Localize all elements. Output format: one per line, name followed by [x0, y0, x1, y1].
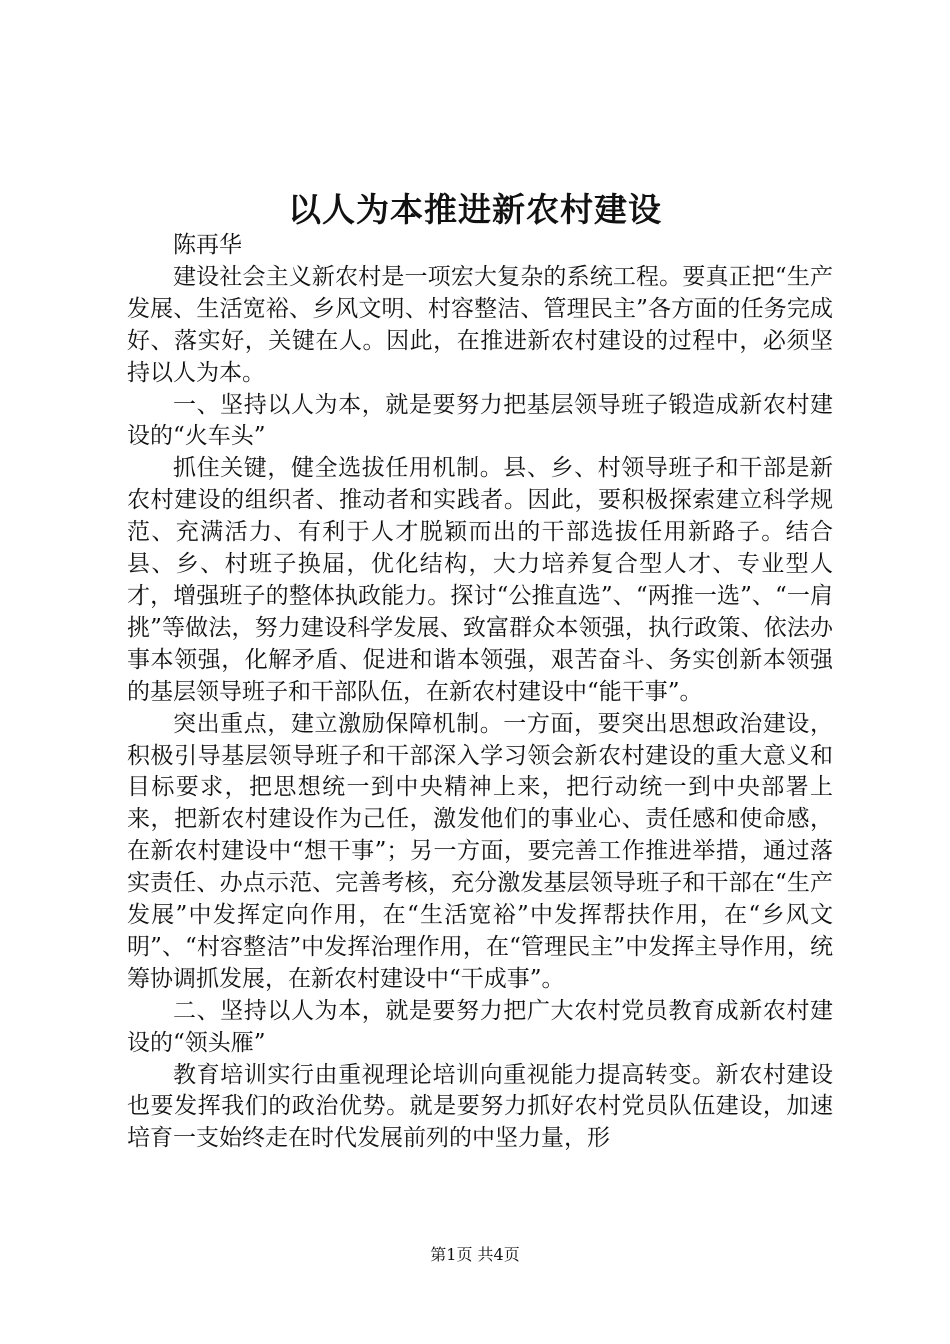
document-body [127, 230, 833, 1155]
author-line: 陈再华 [173, 232, 242, 258]
section-heading-2: 二、坚持以人为本，就是要努力把广大农村党员教育成新农村建设的“领头雁” [127, 997, 833, 1056]
paragraph-intro: 建设社会主义新农村是一项宏大复杂的系统工程。要真正把“生产发展、生活宽裕、乡风文明、村容整洁、管理民主”各方面的任务完成好、落实好，关键在人。因此，在推进新农村建设的过程中，必须坚持以人为本。 [127, 263, 833, 386]
document-title: 以人为本推进新农村建设 [288, 190, 662, 229]
page-footer: 第1页 共4页 [430, 1245, 520, 1264]
paragraph-selection-mechanism: 抓住关键，健全选拔任用机制。县、乡、村领导班子和干部是新农村建设的组织者、推动者和实践者。因此，要积极探索建立科学规范、充满活力、有利于人才脱颖而出的干部选拔任用新路子。结合县、乡、村班子换届，优化结构，大力培养复合型人才、专业型人才，增强班子的整体执政能力。探讨“公推直选”、“两推一选”、“一肩挑”等做法，努力建设科学发展、致富群众本领强，执行政策、依法办事本领强，化解矛盾、促进和谐本领强，艰苦奋斗、务实创新本领强的基层领导班子和干部队伍，在新农村建设中“能干事”。 [127, 455, 833, 705]
paragraph-incentive-mechanism: 突出重点，建立激励保障机制。一方面，要突出思想政治建设，积极引导基层领导班子和干部深入学习领会新农村建设的重大意义和目标要求，把思想统一到中央精神上来，把行动统一到中央部署上来，把新农村建设作为己任，激发他们的事业心、责任感和使命感，在新农村建设中“想干事”；另一方面，要完善工作推进举措，通过落实责任、办点示范、完善考核，充分激发基层领导班子和干部在“生产发展”中发挥定向作用，在“生活宽裕”中发挥帮扶作用，在“乡风文明”、“村容整洁”中发挥治理作用，在“管理民主”中发挥主导作用，统筹协调抓发展，在新农村建设中“干成事”。 [127, 710, 833, 992]
paragraph-education-training: 教育培训实行由重视理论培训向重视能力提高转变。新农村建设也要发挥我们的政治优势。就是要努力抓好农村党员队伍建设，加速培育一支始终走在时代发展前列的中坚力量，形 [127, 1061, 833, 1152]
section-heading-1: 一、坚持以人为本，就是要努力把基层领导班子锻造成新农村建设的“火车头” [127, 391, 833, 450]
